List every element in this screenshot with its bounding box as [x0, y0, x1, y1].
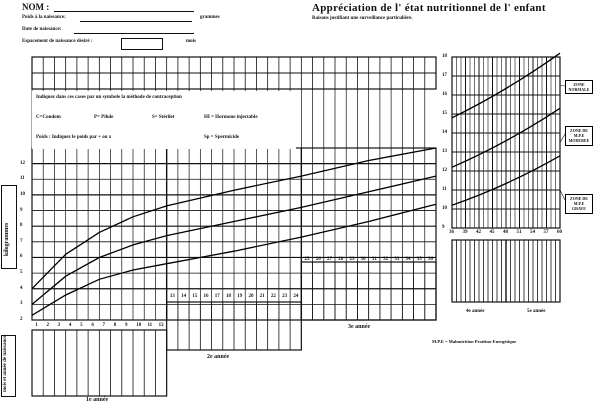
y-tick-label: 8 — [20, 223, 23, 229]
month-tick-label: 30 — [360, 257, 366, 262]
month-tick-label: 15 — [192, 294, 198, 299]
month-tick-label: 31 — [371, 257, 377, 262]
month-tick-label: 21 — [259, 294, 265, 299]
month-tick-label: 1 — [35, 323, 38, 328]
legend-condom: C=Condom — [36, 115, 61, 120]
year5-label: 5e année — [527, 309, 546, 314]
espacement-field[interactable] — [121, 38, 163, 50]
month-tick-label: 19 — [237, 294, 243, 299]
page-title: Appréciation de l' état nutritionnel de l' enfant — [312, 2, 546, 14]
month-tick-label: 32 — [383, 257, 389, 262]
year2-label: 2e année — [207, 354, 230, 360]
right-y-tick-label: 14 — [442, 130, 447, 135]
legend-hormone: HI = Hormone injectable — [204, 115, 258, 120]
y-axis-label: kilogrammes — [4, 222, 10, 256]
year4-label: 4e année — [466, 309, 485, 314]
right-y-tick-label: 15 — [442, 111, 447, 116]
legend-poids: Poids : Indiquez le poids par + ou x — [36, 135, 112, 140]
right-x-tick-label: 36 — [449, 230, 454, 235]
year3-label: 3e année — [348, 324, 371, 330]
legend-pilule: P= Pilule — [94, 115, 114, 120]
month-tick-label: 34 — [405, 257, 411, 262]
month-tick-label: 20 — [248, 294, 254, 299]
right-y-tick-label: 18 — [442, 54, 447, 59]
month-tick-label: 35 — [416, 257, 422, 262]
month-tick-label: 4 — [68, 323, 72, 328]
right-x-tick-label: 48 — [503, 230, 508, 235]
month-tick-label: 7 — [102, 323, 106, 328]
month-tick-label: 24 — [293, 294, 299, 299]
month-tick-label: 28 — [338, 257, 344, 262]
y-tick-label: 5 — [20, 270, 23, 276]
grammes-label: grammes — [200, 15, 220, 20]
month-tick-label: 10 — [136, 323, 142, 328]
y-tick-label: 3 — [20, 301, 23, 307]
month-tick-label: 33 — [394, 257, 400, 262]
right-x-tick-label: 45 — [489, 230, 495, 235]
right-y-tick-label: 16 — [442, 92, 447, 97]
zone-moderee-legend: ZONE DE M.P.E MODEREE — [565, 126, 593, 146]
mpe-footnote: M.P.E = Malnutrition Protéino-Energétique — [432, 339, 517, 344]
month-tick-label: 11 — [147, 323, 153, 328]
month-tick-label: 8 — [113, 323, 117, 328]
y-tick-label: 11 — [20, 176, 25, 182]
date-naissance-label: Date de naissance: — [22, 27, 62, 32]
month-tick-label: 23 — [282, 294, 288, 299]
nom-field[interactable] — [54, 11, 194, 12]
poids-naissance-label: Poids à la naissance: — [22, 15, 66, 20]
right-x-tick-label: 60 — [557, 230, 562, 235]
month-tick-label: 26 — [315, 257, 321, 262]
y-tick-label: 12 — [20, 160, 25, 166]
month-tick-label: 2 — [46, 323, 49, 328]
right-y-tick-label: 9 — [442, 225, 445, 230]
month-tick-label: 27 — [327, 257, 332, 262]
month-tick-label: 3 — [57, 323, 61, 328]
nom-label: NOM : — [22, 2, 50, 12]
legend-sterilet: S= Stérilet — [152, 115, 175, 120]
zone-normale-legend: ZONE NORMALE — [565, 80, 593, 94]
month-tick-label: 16 — [203, 294, 209, 299]
right-x-tick-label: 54 — [530, 230, 535, 235]
month-tick-label: 9 — [125, 323, 128, 328]
espacement-label: Espacement de naissance désiré : — [22, 39, 93, 44]
y-tick-label: 7 — [20, 238, 23, 244]
month-tick-label: 36 — [428, 257, 433, 262]
right-x-tick-label: 57 — [543, 230, 549, 235]
y-tick-label: 2 — [20, 317, 23, 322]
y-tick-label: 4 — [20, 285, 23, 291]
right-x-tick-label: 42 — [476, 230, 481, 235]
right-y-tick-label: 12 — [442, 168, 447, 173]
year1-label: 1e année — [86, 397, 109, 403]
month-tick-label: 17 — [214, 294, 220, 299]
right-x-tick-label: 39 — [462, 230, 468, 235]
y-tick-label: 9 — [20, 207, 23, 213]
mois-label: mois — [186, 39, 196, 44]
instructions-line1: Indiquez dans ces cases par un symbole la méthode de contraception — [36, 95, 182, 100]
month-tick-label: 14 — [181, 294, 187, 299]
birth-axis-label: mois et année de naissance — [3, 335, 8, 392]
month-tick-label: 12 — [158, 323, 164, 328]
month-tick-label: 6 — [91, 323, 94, 328]
month-tick-label: 13 — [169, 294, 175, 299]
right-x-tick-label: 51 — [516, 230, 522, 235]
right-y-tick-label: 10 — [442, 206, 447, 211]
y-tick-label: 6 — [20, 254, 23, 260]
month-tick-label: 18 — [226, 294, 231, 299]
y-tick-label: 10 — [20, 191, 25, 197]
month-tick-label: 25 — [304, 257, 310, 262]
right-y-tick-label: 13 — [442, 149, 447, 154]
poids-naissance-field[interactable] — [80, 21, 192, 22]
month-tick-label: 22 — [270, 294, 276, 299]
instructions-box — [32, 91, 296, 149]
right-y-tick-label: 11 — [442, 187, 447, 192]
page-subtitle: Raisons justifiant une surveillance particulière. — [312, 16, 413, 21]
date-naissance-field[interactable] — [74, 33, 194, 34]
month-tick-label: 29 — [349, 257, 355, 262]
zone-grave-legend: ZONE DE M.P.E GRAVE — [565, 194, 593, 214]
legend-spermicide: Sp = Spermicide — [204, 135, 240, 140]
right-y-tick-label: 17 — [442, 73, 447, 78]
month-tick-label: 5 — [80, 323, 83, 328]
